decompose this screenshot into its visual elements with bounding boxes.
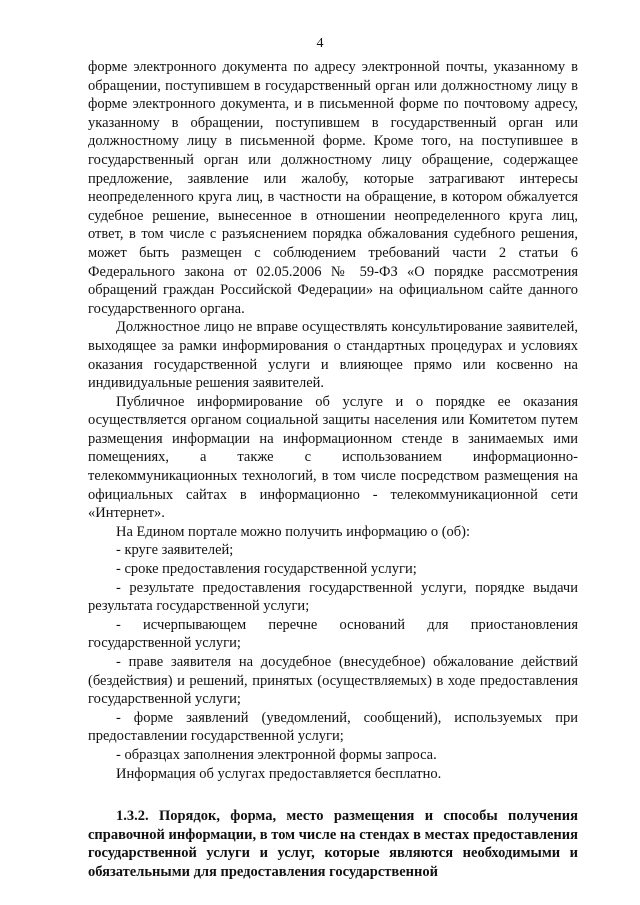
document-body	[88, 58, 578, 882]
list-item-form-samples: - образцах заполнения электронной формы запроса.	[116, 746, 437, 763]
list-item-appeal-right: - праве заявителя на досудебное (внесудебное) обжалование действий (бездействия) и решений, принятых (осуществляемых) в ходе предоставления государственной услуги;	[88, 654, 578, 708]
paragraph-email-response: форме электронного документа по адресу электронной почты, указанному в обращении, поступившем в государственный орган или должностному лицу в форме электронного документа, и в письменной форме по почтовому адресу, указанному в обращении, поступившем в государственный орган или должностному лицу в письменной форме. Кроме того, на поступившее в государственный орган или должностному лицу обращение, содержащее предложение, заявление или жалобу, которые затрагивают интересы неопределенного круга лиц, в частности на обращение, в котором обжалуется судебное решение, вынесенное в отношении неопределенного круга лиц, ответ, в том числе с разъяснением порядка обжалования судебного решения, может быть размещен с соблюдением требований части 2 статьи 6 Федерального закона от 02.05.2006 № 59-ФЗ «О порядке рассмотрения обращений граждан Российской Федерации» на официальном сайте данного государственного органа.	[88, 59, 578, 317]
list-item-application-forms: - форме заявлений (уведомлений, сообщений), используемых при предоставлении государственной услуги;	[88, 709, 578, 745]
list-item-service-result: - результате предоставления государственной услуги, порядке выдачи результата государственной услуги;	[88, 579, 578, 615]
paragraph-official-consulting: Должностное лицо не вправе осуществлять консультирование заявителей, выходящее за рамки информирования о стандартных процедурах и условиях оказания государственной услуги и влияющее прямо или косвенно на индивидуальные решения заявителей.	[88, 319, 578, 392]
list-item-suspension-grounds: - исчерпывающем перечне оснований для приостановления государственной услуги;	[88, 616, 578, 652]
list-item-applicants: - круге заявителей;	[116, 542, 234, 559]
paragraph-public-informing: Публичное информирование об услуге и о порядке ее оказания осуществляется органом социальной защиты населения или Комитетом путем размещения информации на информационном стенде в занимаемых ими помещениях, а также с использованием информационно-телекоммуникационных технологий, в том числе посредством размещения на официальных сайтах в информационно - телекоммуникационной сети «Интернет».	[88, 393, 578, 522]
paragraph-free-of-charge: Информация об услугах предоставляется бесплатно.	[116, 765, 442, 782]
page-number: 4	[316, 36, 324, 51]
section-heading-1-3-2: 1.3.2. Порядок, форма, место размещения и способы получения справочной информации, в том числе на стендах в местах предоставления государственной услуги и услуг, которые являются необходимыми и обязательными для предоставления государственной	[88, 808, 578, 880]
paragraph-portal-info-intro: На Едином портале можно получить информацию о (об):	[116, 523, 471, 540]
list-item-service-term: - сроке предоставления государственной услуги;	[116, 561, 417, 578]
